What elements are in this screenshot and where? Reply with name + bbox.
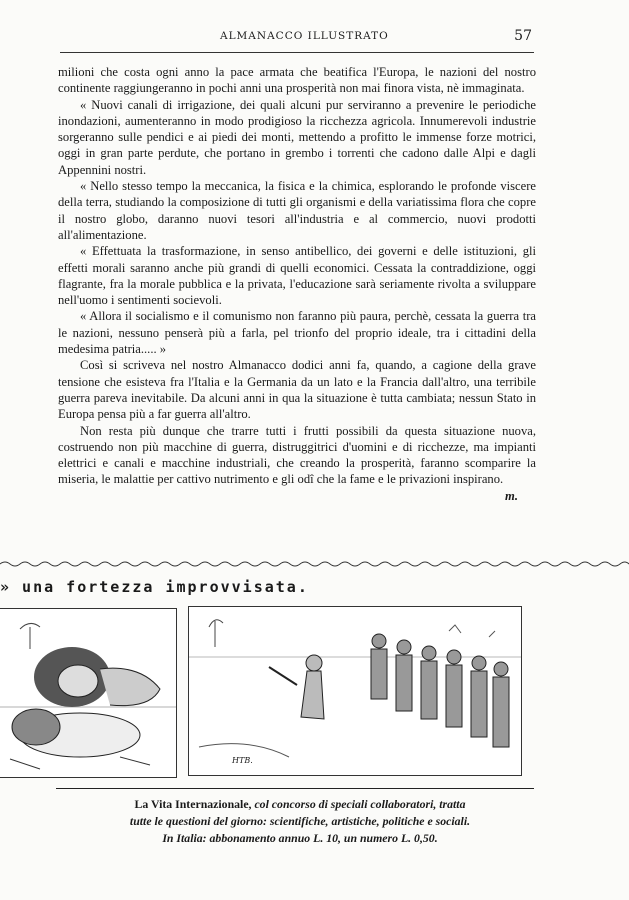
paragraph: « Nuovi canali di irrigazione, dei quali alcuni pur serviranno a prevenire le periodiche inondazioni, aumenteranno in modo prodigioso la ricchezza agricola. Innumerevoli industrie sorgeranno sulle pendici e ai piedi dei monti, mettendo a profitto le immense forze motrici, oggi in gran parte perdute, che portano in grembo i torrenti che cadono dalle Alpi e dagli Appennini nostri.: [58, 97, 536, 177]
artist-mark: HTB.: [232, 756, 253, 765]
charging-figure: [269, 655, 324, 719]
magazine-name: La Vita Internazionale,: [134, 797, 252, 811]
lion-face: [58, 665, 98, 697]
footer-line-2: tutte le questioni del giorno: scientifiche, artistiche, politiche e sociali.: [129, 814, 471, 828]
paragraph: « Nello stesso tempo la meccanica, la fisica e la chimica, esplorando le profonde viscere della terra, studiando la composizione di tutti gli organismi e della variatissima flora che copre il nostro globo, daranno nuovi tesori all'industria e al commercio, nuovi prodotti all'alimentazione.: [58, 179, 536, 242]
paragraph: milioni che costa ogni anno la pace armata che beatifica l'Europa, le nazioni del nostro continente raggiungeranno in pochi anni una prosperità non mai finora vista, nè immaginata.: [58, 65, 536, 96]
last-paragraph-text: Non resta più dunque che trarre tutti i frutti possibili da questa situazione nuova, costruendo non più macchine di guerra, distruggitrici d'uomini e di ricchezze, ma impianti elettrici e canali e macchine industriali, che creando la prosperità, faranno scomparire la miseria, le malattie per cattivo nutrimento e gli odî che la fame e le privazioni inspirano.: [58, 423, 536, 487]
footer-line-3: In Italia: abbonamento annuo L. 10, un numero L. 0,50.: [162, 831, 438, 845]
author-signature: m.: [505, 488, 518, 503]
page-number: 57: [514, 28, 532, 44]
cartoon-caption: » una fortezza improvvisata.: [0, 578, 309, 596]
header-rule: [60, 52, 534, 53]
article-body: [58, 64, 536, 504]
paragraph: Così si scriveva nel nostro Almanacco dodici anni fa, quando, a cagione della grave tensione che esisteva fra l'Italia e la Germania da un lato e la Francia dall'altro, una terribile guerra pareva inevitabile. Da alcuni anni in qua la situazione è tutta cambiata; nessun Stato in Europa pensa più a far guerra all'altro.: [58, 358, 536, 422]
paragraph: « Allora il socialismo e il comunismo non faranno più paura, perchè, cessata la guerra tra le nazioni, nessuno penserà più a farla, pel trionfo del proprio ideale, tra i cittadini della medesima patria..... »: [58, 309, 536, 357]
advertisement-footer: [40, 796, 560, 847]
cartoon-panel-soldiers: [188, 606, 522, 776]
soldier-group: [371, 634, 509, 747]
footer-line-1-italic: col concorso di speciali collaboratori, tratta: [251, 797, 466, 811]
footer-line-1: [40, 796, 560, 813]
page-header: [60, 28, 532, 48]
wavy-divider: [0, 560, 629, 568]
cartoon-panel-lions: [0, 608, 177, 778]
footer-rule: [56, 788, 534, 789]
paragraph: [58, 423, 536, 503]
running-title: ALMANACCO ILLUSTRATO: [220, 30, 389, 42]
paragraph: « Effettuata la trasformazione, in senso antibellico, dei governi e delle istituzioni, gli effetti morali saranno anche più grandi di quelli economici. Cessata la contraddizione, oggi flagrante, fra la morale pubblica e la privata, l'educazione sarà seriamente rivolta a sviluppare nell'uomo i sentimenti socievoli.: [58, 244, 536, 308]
